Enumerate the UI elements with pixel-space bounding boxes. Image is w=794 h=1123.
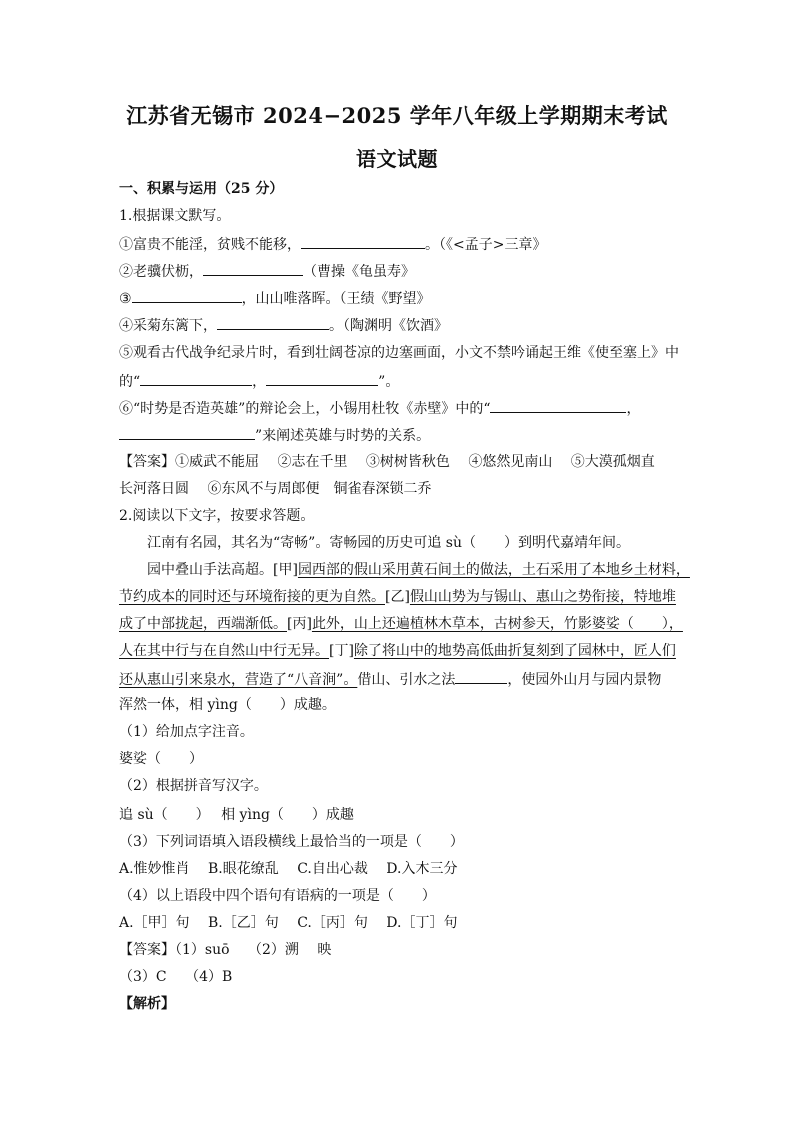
passage-line-6: 还从惠山引来泉水，营造了“八音涧”。借山、引水之法 ，使园外山月与园内景物: [119, 669, 661, 689]
q1-item-1: ①富贵不能淫，贫贱不能移， 。（《<孟子>三章》: [119, 234, 546, 254]
answer-blank: [140, 371, 252, 386]
exam-subtitle: 语文试题: [356, 147, 438, 171]
q1-answer-cont: 长河落日圆 ⑥东风不与周郎便 铜雀春深锁二乔: [119, 481, 432, 497]
passage-line-5: 人在其中行与在自然山中行无异。[丁]除了将山中的地势高低曲折复刻到了园林中，匠人们: [119, 643, 676, 659]
q2-answer-cont: （3）C （4）B: [119, 969, 233, 985]
q1-item-2: ②老骥伏枥， （曹操《龟虽寿》: [119, 261, 415, 281]
passage-line-1: 江南有名园，其名为“寄畅”。寄畅园的历史可追 sù（ ）到明代嘉靖年间。: [147, 535, 630, 551]
sub-question-3: （3）下列词语填入语段横线上最恰当的一项是（ ）: [119, 834, 464, 850]
question-2-stem: 2.阅读以下文字，按要求答题。: [119, 508, 315, 524]
q1-item-3: ③ ，山山唯落晖。（王绩《野望》: [119, 288, 431, 308]
answer-blank: [203, 261, 303, 276]
sub-question-4: （4）以上语段中四个语句有语病的一项是（ ）: [119, 888, 436, 904]
sub-question-2: （2）根据拼音写汉字。: [119, 778, 268, 794]
answer-blank: [266, 371, 378, 386]
q2-answer: 【答案】（1）suō （2）溯 映: [119, 942, 332, 958]
answer-blank: [301, 234, 425, 249]
sub-question-4-options: A.［甲］句 B.［乙］句 C.［丙］句 D.［丁］句: [119, 915, 458, 931]
q1-item-5: ⑤观看古代战争纪录片时，看到壮阔苍凉的边塞画面，小文不禁吟诵起王维《使至塞上》中: [119, 345, 679, 361]
q1-item-6: ⑥“时势是否造英雄”的辩论会上，小锡用杜牧《赤壁》中的“ ，: [119, 398, 640, 418]
q1-item-4: ④采菊东篱下， 。（陶渊明《饮酒》: [119, 315, 448, 335]
passage-line-2: 园中叠山手法高超。[甲]园西部的假山采用黄石间土的做法，土石采用了本地乡土材料，: [147, 562, 690, 578]
passage-line-3: 节约成本的同时还与环境衔接的更为自然。[乙]假山山势为与锡山、惠山之势衔接，特地堆: [119, 589, 676, 605]
sub-question-2-item: 追 sù（ ） 相 yìng（ ）成趣: [119, 807, 354, 823]
q1-answer: 【答案】①威武不能屈 ②志在千里 ③树树皆秋色 ④悠然见南山 ⑤大漠孤烟直: [119, 454, 655, 470]
answer-blank: [217, 315, 329, 330]
q1-item-5-cont: 的“ ， ”。: [119, 371, 399, 391]
passage-line-7: 浑然一体，相 yìng（ ）成趣。: [119, 697, 336, 713]
sub-question-3-options: A.惟妙惟肖 B.眼花缭乱 C.自出心裁 D.入木三分: [119, 861, 458, 877]
exam-title: 江苏省无锡市 2024−2025 学年八年级上学期期末考试: [126, 103, 668, 128]
passage-line-4: 成了中部拢起，西端渐低。[丙]此外，山上还遍植林木草本，古树参天，竹影婆娑（ ），: [119, 616, 683, 632]
answer-blank: [132, 288, 242, 303]
answer-blank: [119, 425, 255, 440]
sub-question-1: （1）给加点字注音。: [119, 724, 254, 740]
answer-blank: [490, 398, 626, 413]
sub-question-1-item: 婆娑（ ）: [119, 751, 203, 767]
answer-blank: [455, 669, 507, 684]
analysis-heading: 【解析】: [119, 996, 175, 1012]
q1-item-6-cont: ”来阐述英雄与时势的关系。: [119, 425, 430, 445]
section-heading: 一、积累与运用（25 分）: [119, 181, 284, 197]
question-1-stem: 1.根据课文默写。: [119, 208, 231, 224]
